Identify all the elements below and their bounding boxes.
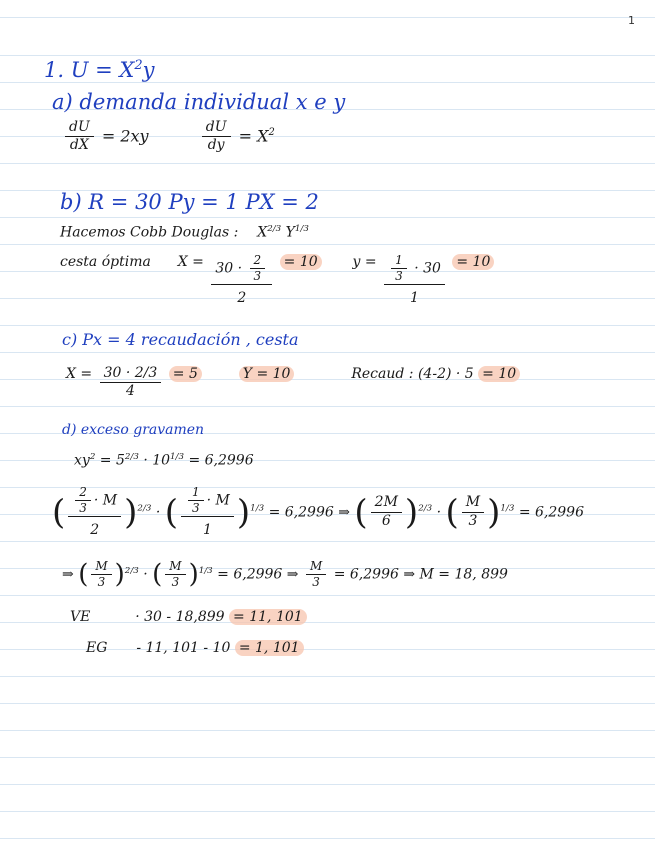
d1-mid: · 10 xyxy=(143,452,171,469)
cobb-douglas-line xyxy=(60,224,309,241)
x-fraction-den: 2 xyxy=(237,290,247,307)
eg-result: = 1, 101 xyxy=(235,640,304,656)
cobb-y: Y xyxy=(285,224,295,241)
d2-exp4: 1/3 xyxy=(500,503,515,514)
eg-label: EG xyxy=(86,640,108,656)
d3-exp2: 1/3 xyxy=(198,566,213,577)
d1-lhs: xy xyxy=(74,452,90,469)
d3-result: = 6,2996 ⇒ xyxy=(217,566,299,583)
du-dy-num: dU xyxy=(202,120,231,137)
problem-number: 1. xyxy=(44,58,65,82)
d2-fraction3 xyxy=(371,495,402,529)
du-dy-den: dy xyxy=(207,137,225,154)
y-inner-num: 1 xyxy=(391,254,407,269)
du-dy-exponent: 2 xyxy=(268,127,275,139)
d2-exp3: 2/3 xyxy=(418,503,433,514)
y-fraction-num xyxy=(384,254,445,285)
c-x-label: X = xyxy=(66,366,93,382)
d2-f1-inner-den: 3 xyxy=(79,501,87,516)
problem-statement xyxy=(44,58,155,82)
d1-exp2: 1/3 xyxy=(170,452,184,462)
d2-result: = 6,2996 ⇒ xyxy=(268,504,350,521)
c-x-result: = 5 xyxy=(169,366,202,382)
d2-fraction4 xyxy=(462,495,484,529)
du-dx-result: = 2xy xyxy=(101,126,149,146)
c-x-fraction xyxy=(100,366,162,400)
d2-exp2: 1/3 xyxy=(250,503,265,514)
d3-f3-den: 3 xyxy=(312,575,320,590)
cobb-x-exp: 2/3 xyxy=(267,224,282,234)
d2-f4-den: 3 xyxy=(468,512,478,529)
x-inner-num: 2 xyxy=(250,254,266,269)
du-dx-fraction xyxy=(65,120,94,154)
ve-expression: · 30 - 18,899 xyxy=(135,609,225,625)
c-x-den: 4 xyxy=(126,383,135,400)
d3-fraction2 xyxy=(165,560,185,589)
part-a-derivatives xyxy=(62,120,275,154)
y-num-tail: · 30 xyxy=(414,260,441,277)
utility-rhs: y xyxy=(142,58,155,82)
cobb-x: X xyxy=(257,224,268,241)
d2-f2-inner xyxy=(188,486,204,515)
ve-label: VE xyxy=(70,609,91,625)
optimal-basket-line xyxy=(60,254,494,307)
part-d-line2: ( $\frac{2}{3}$ · M 2 )$^{2/3}$ · ( $\frac{1}{3}$ · M 1 )$^{1/3}$ = 6,2996 ⇒ ( $\frac{2M}{6}$ )$^{2/3}$ · ( $\frac{M}{3}$ )$^{1/3}$ = 6,2996 xyxy=(52,485,584,539)
d3-fraction1 xyxy=(91,560,111,589)
ve-result: = 11, 101 xyxy=(229,609,307,625)
d2-f1-num xyxy=(68,486,121,517)
d3-f3-num: M xyxy=(306,560,326,575)
d3-result2: = 6,2996 ⇒ M = 18, 899 xyxy=(333,566,508,583)
part-d-line1 xyxy=(74,452,254,469)
d2-result2: = 6,2996 xyxy=(518,504,584,521)
utility-exponent: 2 xyxy=(134,58,143,73)
d2-f2-num-text: · M xyxy=(206,492,230,509)
d3-arrow: ⇒ xyxy=(62,566,74,583)
d2-f1-den: 2 xyxy=(90,522,100,539)
d3-fraction3 xyxy=(306,560,326,589)
part-d-line3: ⇒ ( $\frac{M}{3}$ )$^{2/3}$ · ( $\frac{M}{3}$ )$^{1/3}$ = 6,2996 ⇒ $\frac{M}{3}$ = 6,2996 ⇒ M = 18, 899 xyxy=(62,559,508,590)
x-inner-den: 3 xyxy=(253,269,262,284)
c-y-text: Y = 10 xyxy=(239,366,295,382)
y-fraction xyxy=(384,254,445,307)
d3-f2-den: 3 xyxy=(171,575,180,590)
d2-f2-den: 1 xyxy=(203,522,212,539)
y-inner-fraction xyxy=(391,254,407,283)
optimal-basket-label: cesta óptima xyxy=(60,254,151,270)
eg-expression: - 11, 101 - 10 xyxy=(136,640,231,656)
ve-line xyxy=(70,609,307,625)
x-num-text: 30 · xyxy=(215,260,243,277)
d2-f2-inner-den: 3 xyxy=(192,501,200,516)
y-result: = 10 xyxy=(452,254,494,270)
part-a-heading: a) demanda individual x e y xyxy=(52,90,346,114)
x-fraction-num xyxy=(211,254,272,285)
d3-f1-den: 3 xyxy=(97,575,106,590)
part-b-heading: b) R = 30 Py = 1 PX = 2 xyxy=(60,190,319,214)
d3-exp1: 2/3 xyxy=(124,566,139,577)
y-inner-den: 3 xyxy=(395,269,403,284)
d2-f3-num: 2M xyxy=(371,495,402,512)
du-dy-fraction xyxy=(202,120,231,154)
du-dx-den: dX xyxy=(69,137,89,154)
page-number: 1 xyxy=(628,14,635,27)
d2-f2-num xyxy=(181,486,234,517)
d1-result: = 6,2996 xyxy=(188,452,254,469)
utility-lhs: U = X xyxy=(70,58,135,82)
d2-f1-num-text: · M xyxy=(93,492,118,509)
du-dy-result: = X xyxy=(238,126,269,146)
d2-f1-inner-num: 2 xyxy=(75,486,91,501)
y-fraction-den: 1 xyxy=(410,290,419,307)
y-label: y = xyxy=(352,254,377,270)
d2-f3-den: 6 xyxy=(381,512,391,529)
d2-exp1: 2/3 xyxy=(137,503,152,514)
part-c-line xyxy=(66,366,520,400)
d1-eq: = 5 xyxy=(99,452,125,469)
du-dx-num: dU xyxy=(65,120,94,137)
x-inner-fraction xyxy=(250,254,266,283)
d2-fraction2 xyxy=(181,486,234,539)
part-c-heading: c) Px = 4 recaudación , cesta xyxy=(62,330,299,349)
x-label: X = xyxy=(177,254,204,270)
recaud-result: = 10 xyxy=(478,366,520,382)
x-fraction xyxy=(211,254,272,307)
eg-line xyxy=(86,640,304,656)
cobb-douglas-text: Hacemos Cobb Douglas : xyxy=(60,224,239,241)
cobb-y-exp: 1/3 xyxy=(294,224,309,234)
d2-f1-inner xyxy=(75,486,91,515)
d2-f4-num: M xyxy=(462,495,484,512)
d2-f2-inner-num: 1 xyxy=(188,486,204,501)
x-result: = 10 xyxy=(280,254,322,270)
d3-f1-num: M xyxy=(91,560,111,575)
d1-exp1: 2/3 xyxy=(124,452,139,462)
c-x-num: 30 · 2/3 xyxy=(100,366,162,383)
recaud-label: Recaud : (4-2) · 5 xyxy=(351,366,474,382)
part-d-heading: d) exceso gravamen xyxy=(62,422,205,438)
d3-f2-num: M xyxy=(165,560,185,575)
d2-fraction1 xyxy=(68,486,121,539)
d1-lhs-exp: 2 xyxy=(89,452,96,462)
